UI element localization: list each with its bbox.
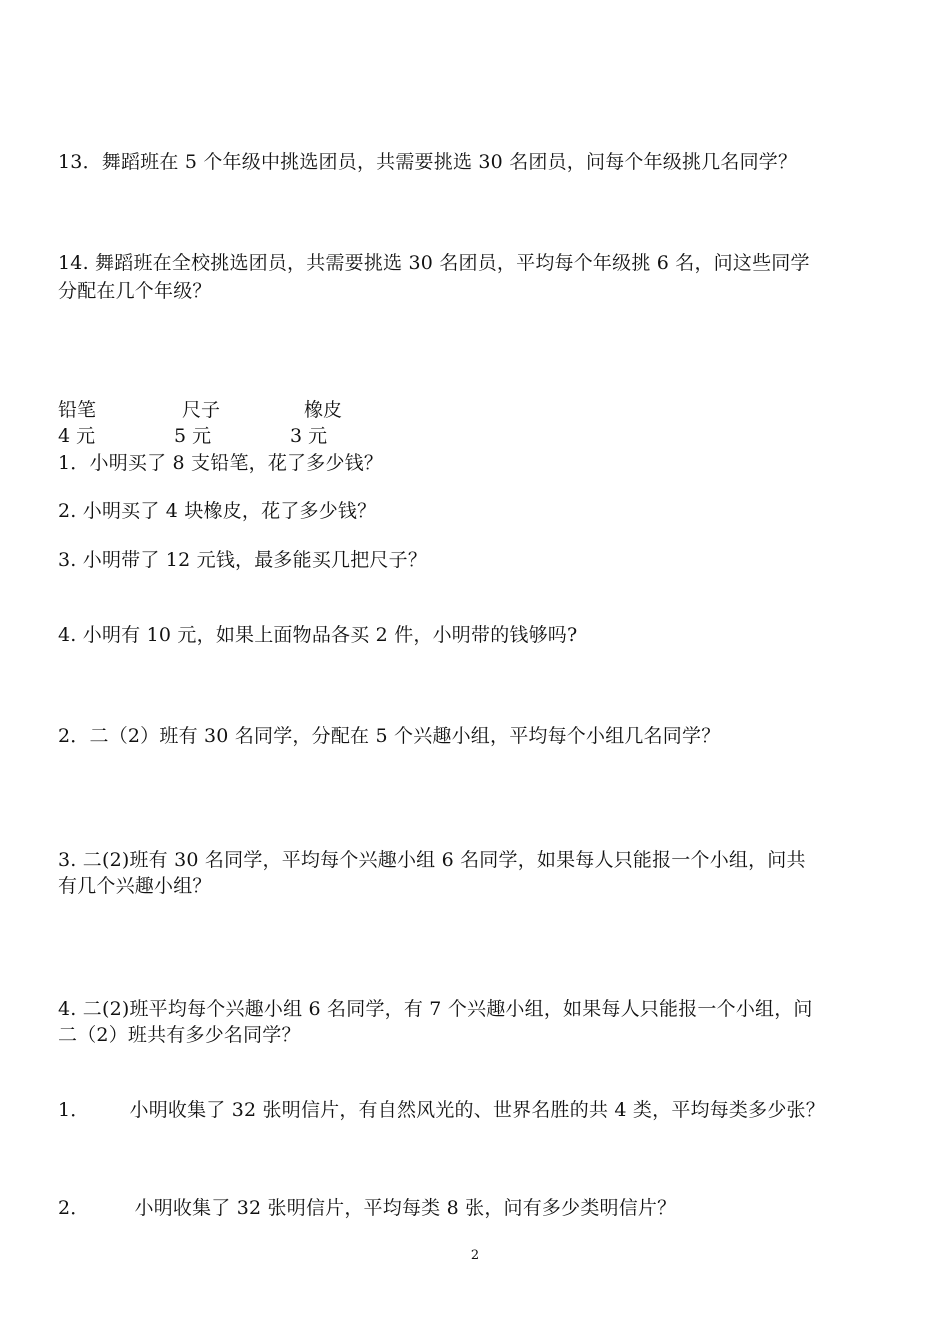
- group-question-4-line-2: 二（2）班共有多少名同学？: [58, 1024, 301, 1046]
- price-item-pencil-price: 4 元: [58, 425, 96, 447]
- postcard-question-2-text: 小明收集了 32 张明信片，平均每类 8 张，问有多少类明信片？: [134, 1197, 677, 1219]
- price-item-pencil-name: 铅笔: [58, 399, 97, 421]
- group-question-3-line-1: 3. 二(2)班有 30 名同学，平均每个兴趣小组 6 名同学，如果每人只能报一个小组，问共: [58, 849, 806, 871]
- price-item-eraser-name: 橡皮: [304, 399, 343, 421]
- postcard-question-2-number: 2．: [58, 1197, 90, 1219]
- postcard-question-2: [58, 1196, 676, 1220]
- price-item-eraser-price: 3 元: [290, 425, 328, 447]
- page-number: 2: [470, 1248, 480, 1263]
- group-question-3-line-2: 有几个兴趣小组？: [58, 875, 212, 897]
- postcard-question-1: [58, 1098, 825, 1122]
- price-item-ruler-name: 尺子: [182, 399, 221, 421]
- postcard-question-1-number: 1．: [58, 1099, 90, 1121]
- question-13: 13．舞蹈班在 5 个年级中挑选团员，共需要挑选 30 名团员，问每个年级挑几名同学？: [58, 151, 798, 173]
- question-14-line-1: 14. 舞蹈班在全校挑选团员，共需要挑选 30 名团员，平均每个年级挑 6 名，问这些同学: [58, 252, 810, 274]
- group-question-2: 2．二（2）班有 30 名同学，分配在 5 个兴趣小组，平均每个小组几名同学？: [58, 725, 721, 747]
- price-item-ruler-price: 5 元: [174, 425, 212, 447]
- shopping-question-1: 1．小明买了 8 支铅笔，花了多少钱？: [58, 452, 384, 474]
- shopping-question-2: 2. 小明买了 4 块橡皮，花了多少钱？: [58, 500, 377, 522]
- group-question-4-line-1: 4. 二(2)班平均每个兴趣小组 6 名同学，有 7 个兴趣小组，如果每人只能报一个小组，问: [58, 998, 813, 1020]
- shopping-question-4: 4. 小明有 10 元，如果上面物品各买 2 件，小明带的钱够吗?: [58, 624, 578, 646]
- postcard-question-1-text: 小明收集了 32 张明信片，有自然风光的、世界名胜的共 4 类，平均每类多少张？: [129, 1099, 825, 1121]
- shopping-question-3: 3. 小明带了 12 元钱，最多能买几把尺子？: [58, 549, 428, 571]
- question-14-line-2: 分配在几个年级？: [58, 280, 212, 302]
